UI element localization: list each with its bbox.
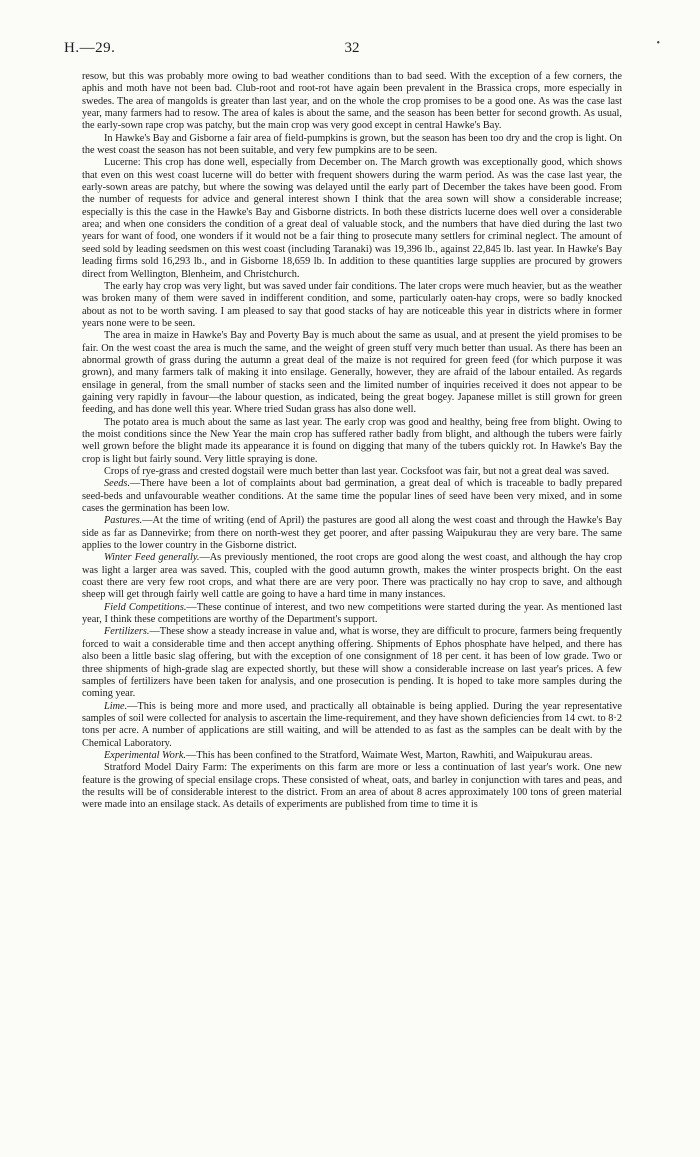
paragraph-pastures xyxy=(82,515,622,552)
paragraph-hay-crop xyxy=(82,281,622,330)
paragraph-text: In Hawke's Bay and Gisborne a fair area of field-pumpkins is grown, but the season has been too dry and the crop is light. On the west coast the season has not been suitable, and very few pumpkins are to be seen. xyxy=(82,132,622,157)
document-reference: H.—29. xyxy=(64,40,116,56)
section-heading: Winter Feed generally. xyxy=(104,552,200,564)
paragraph-experimental-work xyxy=(82,750,622,762)
corner-mark: • xyxy=(656,38,660,49)
paragraph-field-competitions xyxy=(82,602,622,627)
page-number: 32 xyxy=(344,40,360,56)
paragraph-stratford-farm xyxy=(82,762,622,811)
paragraph-text: —There have been a lot of complaints about bad germination, a great deal of which is traceable to badly prepared seed-beds and unfavourable weather conditions. At the same time the popular lines of seed have been very mixed, and in some cases the germination has been low. xyxy=(82,478,622,515)
paragraph-lime xyxy=(82,701,622,750)
paragraph-text: —At the time of writing (end of April) the pastures are good all along the west coast and through the Hawke's Bay side as far as Dannevirke; from there on north-west they get poorer, and after passing Waipukurau they are very bare. The same applies to the lower country in the Gisborne district. xyxy=(82,515,622,552)
paragraph-text: Stratford Model Dairy Farm: The experiments on this farm are more or less a continuation of last year's work. One new feature is the growing of special ensilage crops. These consisted of wheat, oats, and barley in conjunction with tares and peas, and the results will be of considerable interest to the district. From an area of about 8 acres approximately 100 tons of green material were made into an ensilage stack. As details of experiments are published from time to time it is xyxy=(82,762,622,811)
paragraph-lucerne xyxy=(82,157,622,280)
section-heading: Lime. xyxy=(104,700,128,712)
paragraph-text: The potato area is much about the same as last year. The early crop was good and healthy, being free from blight. Owing to the moist conditions since the New Year the main crop has suffered rather badly from blight, and although the tubers were fairly well grown before the blight made its appearance it is found on digging that many of the tubers quickly rot. In Hawke's Bay the crop is light but fairly sound. Very little spraying is done. xyxy=(82,416,622,465)
section-heading: Fertilizers. xyxy=(104,626,150,638)
paragraph-text: The early hay crop was very light, but was saved under fair conditions. The later crops were much heavier, but as the weather was broken many of them were saved in indifferent condition, and some, particularly oaten-hay crops, were so badly knocked about as not to be worth saving. I am pleased to say that good stacks of hay are noticeable this year in districts where in former years none were to be seen. xyxy=(82,280,622,329)
paragraph-text: resow, but this was probably more owing to bad weather conditions than to bad seed. With the exception of a few corners, the aphis and moth have not been bad. Club-root and root-rot have again been prevalent in the Brassica crops, more especially in swedes. The area of mangolds is greater than last year, and on the whole the crop promises to be a good one. As was the case last year, many farmers had to resow. The area of kales is about the same, and the season has been better for second growth. As usual, the early-sown rape crop was patchy, but the main crop was very good except in central Hawke's Bay. xyxy=(82,71,622,132)
paragraph-text: Lucerne: This crop has done well, especially from December on. The March growth was exceptionally good, which shows that even on this west coast lucerne will do better with frequent showers during the warm period. As was the case last year, the early-sown areas are patchy, but where the sowing was delayed until the early part of December the takes have been good. From the number of requests for advice and general interest shown I think that the area sown will show a considerable increase; especially is this the case in the Hawke's Bay and Gisborne districts. In both these districts lucerne does well over a considerable area; and when one considers the condition of a great deal of valuable stock, and the numbers that have died during the last two years for want of food, one wonders if it would not be a fair thing to prosecute many settlers for criminal neglect. The amount of seed sold by leading seedsmen on this west coast (including Taranaki) was 19,396 lb., against 22,845 lb. last year. In Hawke's Bay leading firms sold 16,293 lb., and in Gisborne 18,659 lb. In addition to these quantities large supplies are procured by growers direct from Wellington, Blenheim, and Christchurch. xyxy=(82,157,622,280)
paragraph-text: —These show a steady increase in value and, what is worse, they are difficult to procure, farmers being frequently forced to wait a considerable time and then accept anything offering. Shipments of Ephos phosphate have helped, and there has also been a little basic slag offering, but with the exception of one consignment of 18 per cent. it has been of low grade. Two or three shipments of high-grade slag are expected shortly, but these will show a considerable increase on last year's prices. A few samples of fertilizers have been taken for analysis, and one prosecution is pending. It is hoped to take more samples during the coming year. xyxy=(82,626,622,700)
paragraph-text: The area in maize in Hawke's Bay and Poverty Bay is much about the same as usual, and at present the yield promises to be fair. On the west coast the area is much the same, and the weight of green stuff very much better than usual. As there has been an abnormal growth of grass during the autumn a great deal of the maize is not required for green feed (for which purpose it was grown), and many farmers talk of making it into ensilage. Generally, however, they are afraid of the labour entailed. As regards ensilage in general, from the small number of stacks seen and the limited number of inquiries received it does not appear to be gaining very rapidly in favour—the labour question, as indicated, being the great bogey. Japanese millet is still grown for green feeding, and has done well this year. Where tried Sudan grass has also done well. xyxy=(82,330,622,416)
paragraph-text: —As previously mentioned, the root crops are good along the west coast, and although the hay crop was light a larger area was saved. This, coupled with the good autumn growth, makes the winter prospects bright. On the east coast there are very few root crops, and what there are are very poor. There was practically no hay crop to save, and although sheep will get through fairly well cattle are going to have a hard time in many instances. xyxy=(82,552,623,601)
paragraph-maize xyxy=(82,330,622,416)
paragraph-field-pumpkins xyxy=(82,133,622,158)
paragraph-brassica-crops xyxy=(82,71,622,133)
paragraph-text: —This is being more and more used, and practically all obtainable is being applied. During the year representative samples of soil were collected for analysis to ascertain the lime-requirement, and they have shown deficiencies from 14 cwt. to 8·2 tons per acre. A number of applications are still waiting, and will be attended to as fast as the samples can be dealt with by the Chemical Laboratory. xyxy=(82,700,622,749)
section-heading: Experimental Work. xyxy=(104,749,186,761)
paragraph-potatoes xyxy=(82,417,622,466)
paragraph-text: Crops of rye-grass and crested dogstail were much better than last year. Cocksfoot was fair, but not a great deal was saved. xyxy=(104,466,610,477)
paragraph-text: —These continue of interest, and two new competitions were started during the year. As mentioned last year, I think these competitions are worthy of the Department's support. xyxy=(82,601,622,626)
paragraph-rye-grass xyxy=(82,466,622,478)
section-heading: Seeds. xyxy=(104,478,131,490)
paragraph-fertilizers xyxy=(82,626,622,700)
paragraph-winter-feed xyxy=(82,552,622,601)
section-heading: Field Competitions. xyxy=(104,601,187,613)
page-header xyxy=(64,38,660,64)
section-heading: Pastures. xyxy=(104,515,143,527)
report-body xyxy=(82,71,622,812)
paragraph-text: —This has been confined to the Stratford, Waimate West, Marton, Rawhiti, and Waipukurau areas. xyxy=(185,749,593,761)
paragraph-seeds xyxy=(82,478,622,515)
